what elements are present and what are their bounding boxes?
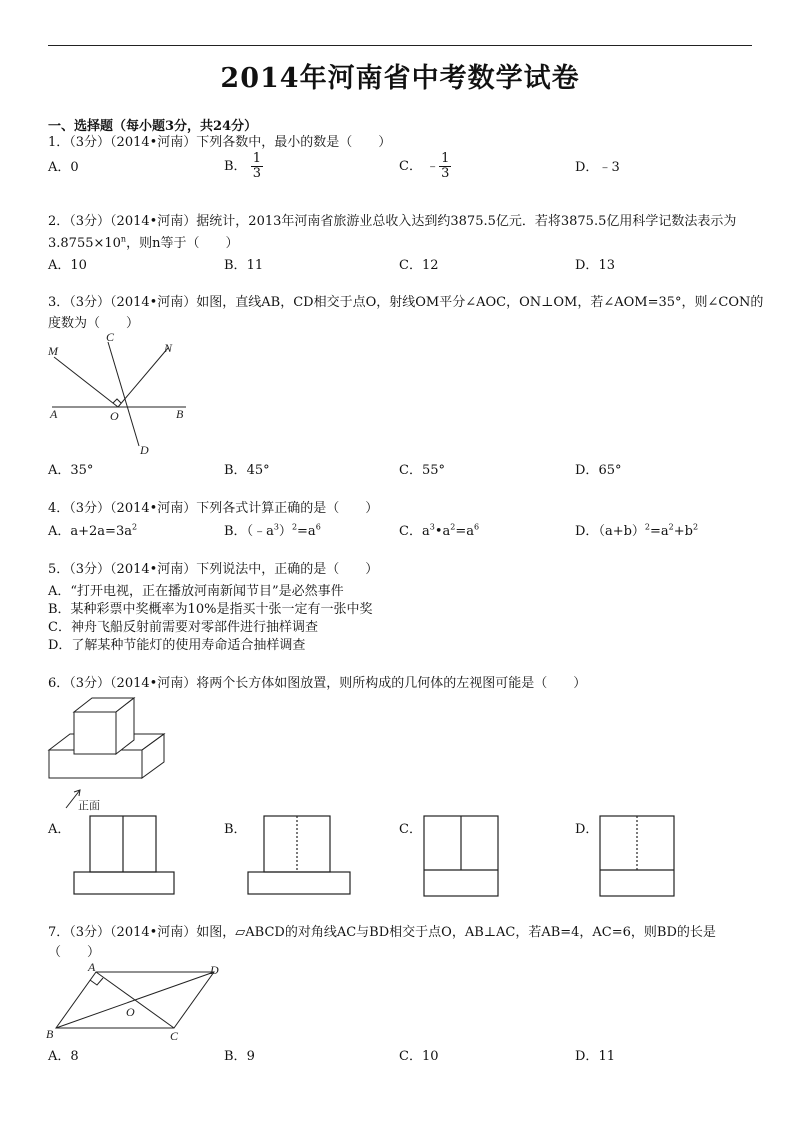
q2-option-d: D．13 bbox=[575, 258, 615, 273]
q4-option-a: A．$a+2a=3a^2$ bbox=[48, 522, 138, 539]
q6-option-c-view bbox=[422, 814, 502, 898]
q6-option-b-view bbox=[246, 814, 354, 896]
q6-option-d-view bbox=[598, 814, 678, 898]
top-rule bbox=[48, 45, 752, 46]
right-angle-mark bbox=[113, 399, 121, 403]
right-angle-mark bbox=[90, 978, 103, 985]
q5-option-a: A．“打开电视，正在播放河南新闻节目”是必然事件 bbox=[48, 584, 344, 599]
label-c: C bbox=[106, 330, 115, 344]
q3-option-b: B．45° bbox=[224, 463, 270, 478]
bottom-box-side bbox=[142, 734, 164, 778]
diagonal-bd bbox=[56, 972, 214, 1028]
q6-option-a-label: A． bbox=[48, 822, 71, 837]
q3-option-d: D．65° bbox=[575, 463, 622, 478]
q6-stem: 6．（3分）（2014•河南）将两个长方体如图放置，则所构成的几何体的左视图可能是（ ） bbox=[48, 676, 587, 691]
label-m: M bbox=[48, 344, 58, 358]
q4-option-b: B．$(﹣a^3)^2=a^6$ bbox=[224, 522, 321, 539]
q7-option-c: C．10 bbox=[399, 1049, 439, 1064]
q7-option-d: D．11 bbox=[575, 1049, 615, 1064]
q4-option-c: C．$a^3•a^2=a^6$ bbox=[399, 522, 480, 539]
label-d: D bbox=[140, 443, 149, 457]
q1-option-b: B． $\frac{1}{3}$ bbox=[224, 151, 261, 181]
page-title: 2014年河南省中考数学试卷 bbox=[220, 63, 580, 94]
label-b: B bbox=[176, 407, 184, 421]
q6-option-a-view bbox=[72, 814, 178, 896]
label-a: A bbox=[88, 960, 96, 974]
q3-figure bbox=[44, 330, 194, 460]
q7-stem-line2: （ ） bbox=[48, 945, 101, 960]
q7-option-b: B．9 bbox=[224, 1049, 255, 1064]
q4-stem: 4．（3分）（2014•河南）下列各式计算正确的是（ ） bbox=[48, 501, 379, 516]
label-o: O bbox=[126, 1005, 135, 1019]
q1-c-fraction: $\frac{1}{3}$ bbox=[441, 151, 450, 181]
q3-option-a: A．35° bbox=[48, 463, 94, 478]
q5-option-c: C．神舟飞船反射前需要对零部件进行抽样调查 bbox=[48, 620, 318, 635]
label-d: D bbox=[210, 963, 219, 977]
q5-stem: 5．（3分）（2014•河南）下列说法中，正确的是（ ） bbox=[48, 562, 379, 577]
q7-stem-line1: 7．（3分）（2014•河南）如图，▱ABCD的对角线AC与BD相交于点O，AB⊥AC，若AB=4，AC=6，则BD的长是 bbox=[48, 925, 716, 940]
q2-stem-line1: 2．（3分）（2014•河南）据统计，2013年河南省旅游业总收入达到约3875.5亿元．若将3875.5亿用科学记数法表示为 bbox=[48, 214, 737, 229]
q6-option-c-label: C． bbox=[399, 822, 422, 837]
q7-option-a: A．8 bbox=[48, 1049, 79, 1064]
label-c: C bbox=[170, 1029, 179, 1042]
cube-front bbox=[74, 712, 116, 754]
q2-option-a: A．10 bbox=[48, 258, 87, 273]
q5-option-b: B．某种彩票中奖概率为10%是指买十张一定有一张中奖 bbox=[48, 602, 373, 617]
q2-option-b: B．11 bbox=[224, 258, 264, 273]
line-cd bbox=[108, 342, 139, 446]
q3-stem-line1: 3．（3分）（2014•河南）如图，直线AB，CD相交于点O，射线OM平分∠AOC，ON⊥OM，若∠AOM=35°，则∠CON的 bbox=[48, 295, 764, 310]
q3-option-c: C．55° bbox=[399, 463, 445, 478]
section-heading: 一、选择题（每小题3分，共24分） bbox=[48, 119, 258, 134]
q5-option-d: D．了解某种节能灯的使用寿命适合抽样调查 bbox=[48, 638, 306, 653]
q6-solid-figure bbox=[44, 692, 174, 814]
label-n: N bbox=[164, 341, 173, 355]
label-o: O bbox=[110, 409, 119, 423]
front-label: 正面 bbox=[78, 799, 100, 812]
q6-option-b-label: B． bbox=[224, 822, 247, 837]
q7-parallelogram-figure bbox=[44, 960, 234, 1042]
label-a: A bbox=[50, 407, 58, 421]
q4-option-d: D．$(a+b)^2=a^2+b^2$ bbox=[575, 522, 699, 539]
q1-option-c: C． ﹣ $\frac{1}{3}$ bbox=[399, 151, 450, 181]
q1-stem: 1．（3分）（2014•河南）下列各数中，最小的数是（ ） bbox=[48, 135, 392, 150]
q2-stem-line2: $3.8755\times 10^n$，则n等于（ ） bbox=[48, 234, 239, 251]
q1-option-d: D．﹣3 bbox=[575, 160, 620, 175]
q1-option-a: A．0 bbox=[48, 160, 79, 175]
q6-option-d-label: D． bbox=[575, 822, 599, 837]
ray-on bbox=[118, 348, 168, 407]
label-b: B bbox=[46, 1027, 54, 1041]
q1-b-fraction: $\frac{1}{3}$ bbox=[252, 151, 261, 181]
q2-option-c: C．12 bbox=[399, 258, 439, 273]
ray-om bbox=[54, 357, 118, 407]
q3-stem-line2: 度数为（ ） bbox=[48, 316, 140, 331]
